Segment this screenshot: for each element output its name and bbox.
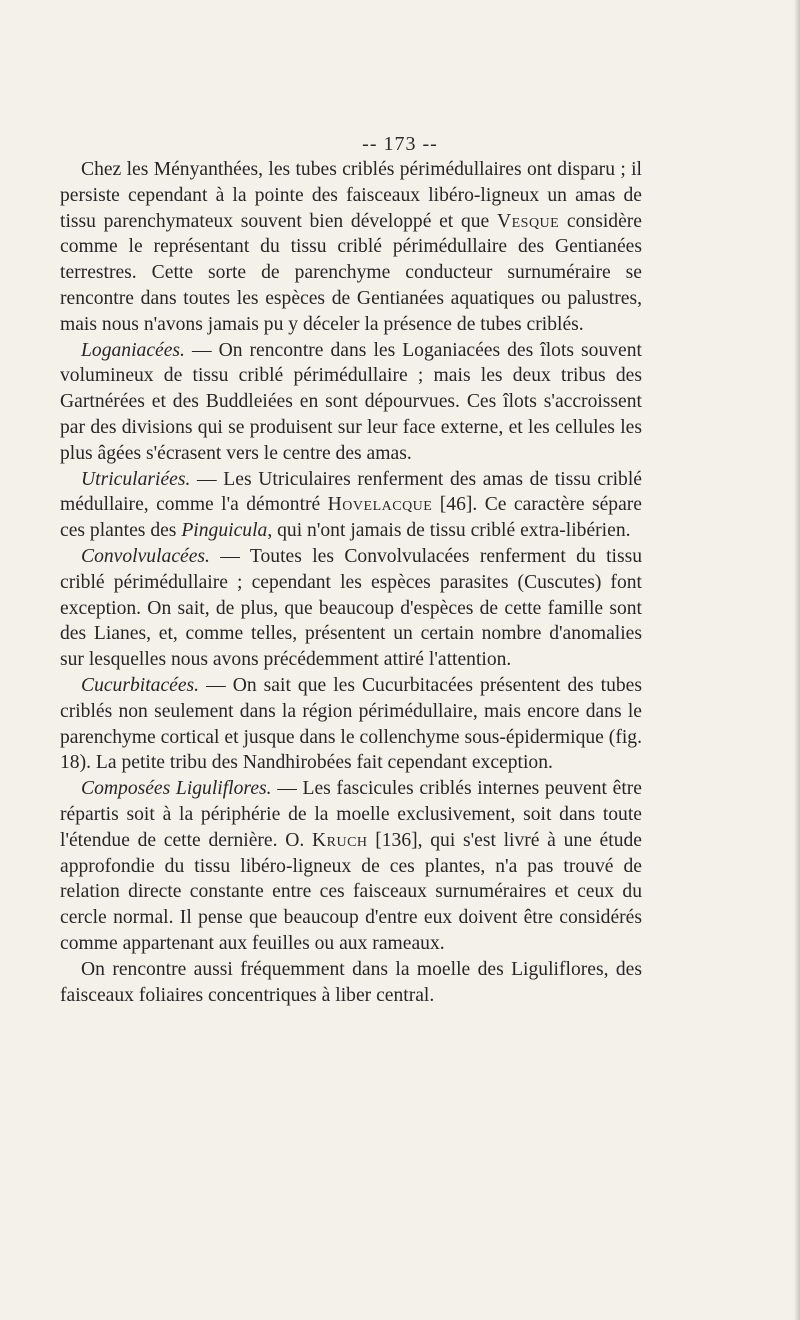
paragraph-cucurbitacees (60, 673, 642, 776)
text-run: Chez les Ményanthées, les tubes criblés périmédullaires ont disparu ; il persiste cependant à la pointe des faisceaux libéro-ligneux un amas de tissu parenchymateux souvent bien développé et que (60, 159, 642, 232)
paragraph-loganiacees (60, 338, 642, 467)
paragraph-utriculariees (60, 467, 642, 544)
text-run: — Les Utriculaires renferment des amas de tissu criblé médullaire, comme l'a démontré (60, 468, 642, 516)
genus-name: Pinguicula (181, 520, 268, 542)
author-name: Vesque (496, 210, 560, 232)
page-number: -- 173 -- (362, 133, 438, 155)
page-edge-shadow (794, 0, 800, 1320)
paragraph-menyanthees (60, 157, 642, 338)
section-heading: Utriculariées. (81, 468, 191, 490)
text-run: [136], qui s'est livré à une étude approfondie du tissu libéro-ligneux de ces plantes, n'a pas trouvé de relation directe constante entre ces faisceaux surnuméraires et ceux du cercle normal. Il pense que beaucoup d'entre eux doivent être considérés comme appartenant aux feuilles ou aux rameaux. (60, 829, 642, 954)
section-heading: Convolvulacées. (81, 545, 210, 567)
body-text (60, 157, 642, 1008)
section-heading: Composées Liguliflores. (81, 778, 272, 800)
text-run: — Les fascicules criblés internes peuvent être répartis soit à la périphérie de la moelle exclusivement, soit dans toute l'étendue de cette dernière. O. (60, 778, 642, 851)
text-run: — Toutes les Convolvulacées renferment du tissu criblé périmédullaire ; cependant les espèces parasites (Cuscutes) font exception. On sait, de plus, que beaucoup d'espèces de cette famille sont des Lianes, et, comme telles, présentent un certain nombre d'anomalies sur lesquelles nous avons précédemment attiré l'attention. (60, 545, 642, 671)
text-run: , qui n'ont jamais de tissu criblé extra-libérien. (267, 520, 631, 542)
text-run: — On rencontre dans les Loganiacées des îlots souvent volumineux de tissu criblé périmédullaire ; mais les deux tribus des Gartnérées et des Buddleiées en sont dépourvues. Ces îlots s'accroissent par des divisions qui se produisent sur leur face externe, et les cellules les plus âgées s'écrasent vers le centre des amas. (60, 339, 642, 464)
author-name: Kruch (311, 829, 368, 851)
paragraph-composees-liguliflores (60, 776, 642, 957)
text-run: considère comme le représentant du tissu criblé périmédullaire des Gentianées terrestres. Cette sorte de parenchyme conducteur surnuméraire se rencontre dans toutes les espèces de Gentianées aquatiques ou palustres, mais nous n'avons jamais pu y déceler la présence de tubes criblés. (60, 210, 642, 335)
section-heading: Loganiacées. (81, 339, 185, 361)
section-heading: Cucurbitacées. (81, 674, 200, 696)
paragraph-convolvulacees (60, 544, 642, 673)
paragraph-liguliflores-moelle (60, 957, 642, 1009)
author-name: Hovelacque (327, 494, 433, 516)
text-run: On rencontre aussi fréquemment dans la moelle des Liguliflores, des faisceaux foliaires concentriques à liber central. (60, 958, 642, 1006)
text-run: [46]. Ce caractère sépare ces plantes des (60, 494, 642, 542)
text-run: — On sait que les Cucurbitacées présentent des tubes criblés non seulement dans la région périmédullaire, mais encore dans le parenchyme cortical et jusque dans le collenchyme sous-épidermique (fig. 18). La petite tribu des Nandhirobées fait cependant exception. (60, 674, 642, 774)
